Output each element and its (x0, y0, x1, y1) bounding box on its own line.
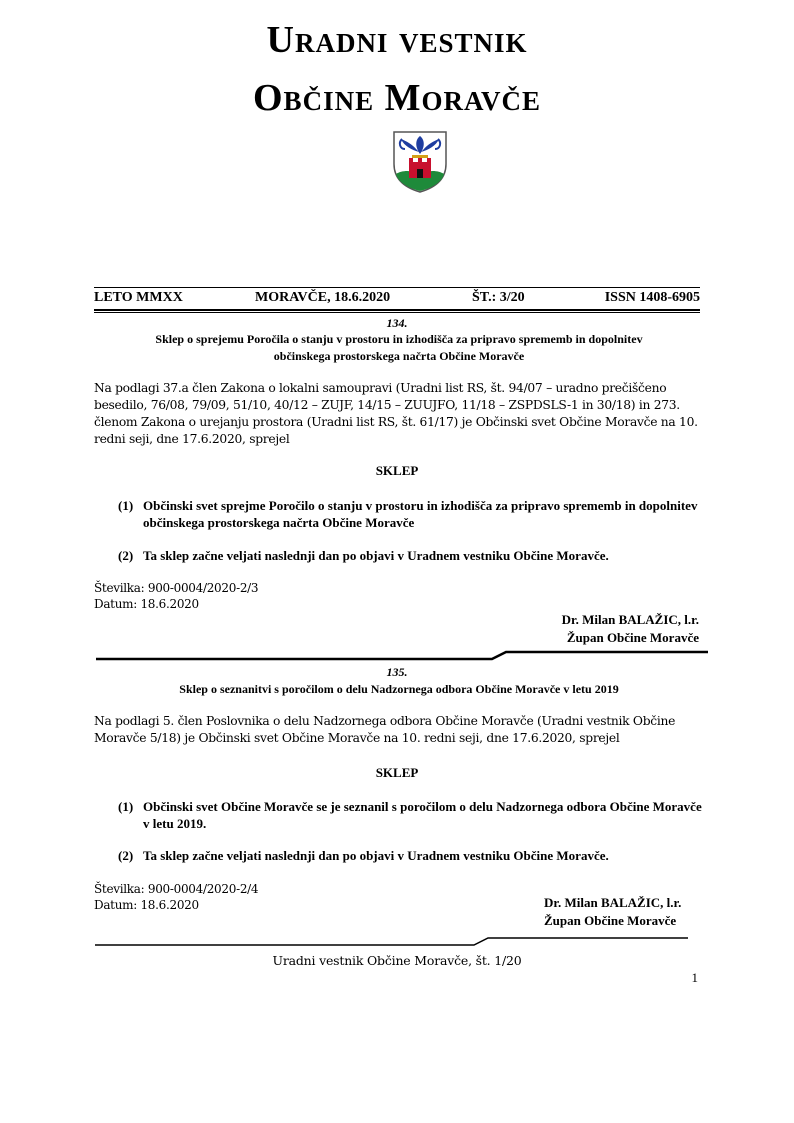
act-datum: Datum: 18.6.2020 (94, 898, 199, 912)
municipal-coat-of-arms-icon (392, 130, 448, 194)
resolution-item (118, 847, 708, 864)
act-stevilka: Številka: 900-0004/2020-2/4 (94, 882, 259, 896)
signature-block (562, 611, 699, 647)
resolution-item (118, 547, 708, 564)
act-reference (94, 580, 258, 612)
act-preamble: Na podlagi 37.a člen Zakona o lokalni samoupravi (Uradni list RS, št. 94/07 – uradno prečiščeno besedilo, 76/08, 79/09, 51/10, 40/12 – ZUJF, 14/15 – ZUUJFO, 11/18 – ZSPDSLS-1 in 30/18) in 273. členom Zakona o urejanju prostora (Uradni list RS, št. 61/17) je Občinski svet Občine Moravče na 10. redni seji, dne 17.6.2020, sprejel (94, 381, 698, 446)
act-number: 134. (386, 316, 408, 330)
signer-role: Župan Občine Moravče (544, 913, 677, 928)
resolution-item-number: (1) (118, 498, 134, 513)
signer-name: Dr. Milan BALAŽIC, l.r. (561, 612, 699, 627)
resolution-heading: SKLEP (375, 765, 419, 780)
act-datum: Datum: 18.6.2020 (94, 597, 199, 611)
resolution-heading: SKLEP (375, 463, 419, 478)
signer-name: Dr. Milan BALAŽIC, l.r. (544, 895, 682, 910)
resolution-item (118, 497, 708, 531)
act-title: Sklep o seznanitvi s poročilom o delu Nadzornega odbora Občine Moravče v letu 2019 (179, 682, 619, 696)
footer-separator (94, 935, 690, 949)
issue-year: LETO MMXX (94, 290, 183, 305)
infobar-bottom-rule (94, 309, 700, 311)
resolution-item-text: Občinski svet Občine Moravče se je seznanil s poročilom o delu Nadzornega odbora Občine Moravče v letu 2019. (143, 799, 702, 831)
masthead-title-line1: Uradni vestnik (266, 19, 528, 61)
act-number: 135. (386, 665, 408, 679)
act-title-line: občinskega prostorskega načrta Občine Moravče (273, 349, 525, 363)
infobar-bottom-rule-thin (94, 312, 700, 313)
page-number: 1 (691, 970, 698, 985)
infobar-top-rule (94, 287, 700, 288)
masthead-title-line2: Občine Moravče (253, 77, 541, 119)
signature-block (544, 894, 681, 930)
resolution-item-text: Občinski svet sprejme Poročilo o stanju v prostoru in izhodišča za pripravo sprememb in dopolnitev občinskega prostorskega načrta Občine Moravče (143, 498, 698, 530)
issue-info-bar (94, 289, 700, 309)
resolution-item-text: Ta sklep začne veljati naslednji dan po objavi v Uradnem vestniku Občine Moravče. (143, 848, 609, 863)
resolution-item-number: (2) (118, 848, 134, 863)
act-stevilka: Številka: 900-0004/2020-2/3 (94, 581, 259, 595)
section-separator (94, 648, 710, 662)
issue-number: ŠT.: 3/20 (472, 290, 525, 305)
issue-issn: ISSN 1408-6905 (604, 290, 700, 305)
act-title-line: Sklep o sprejemu Poročila o stanju v prostoru in izhodišča za pripravo sprememb in dopolnitev (155, 332, 643, 346)
act-preamble: Na podlagi 5. člen Poslovnika o delu Nadzornega odbora Občine Moravče (Uradni vestnik Občine Moravče 5/18) je Občinski svet Občine Moravče na 10. redni seji, dne 17.6.2020, sprejel (94, 714, 676, 745)
resolution-item-number: (2) (118, 548, 134, 563)
page-footer: Uradni vestnik Občine Moravče, št. 1/20 (272, 953, 522, 968)
resolution-item (118, 798, 708, 832)
resolution-item-text: Ta sklep začne veljati naslednji dan po objavi v Uradnem vestniku Občine Moravče. (143, 548, 609, 563)
act-title (94, 331, 704, 365)
act-reference (94, 881, 258, 913)
signer-role: Župan Občine Moravče (566, 630, 699, 645)
resolution-item-number: (1) (118, 799, 134, 814)
issue-place-date: MORAVČE, 18.6.2020 (255, 290, 391, 305)
